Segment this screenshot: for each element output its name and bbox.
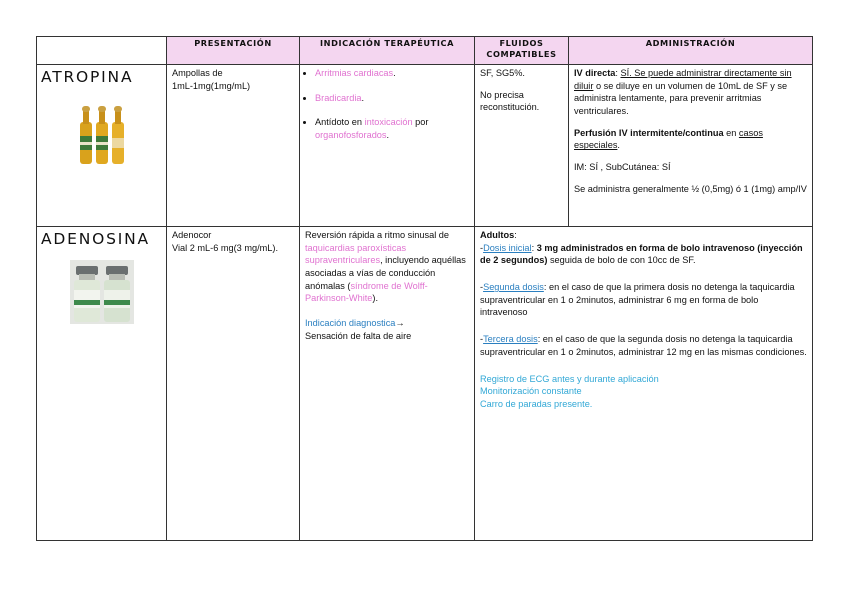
header-indicacion: INDICACIÓN TERAPÉUTICA <box>300 37 475 65</box>
admin-dosis-inicial: -Dosis inicial: 3 mg administrados en forma de bolo intravenoso (inyección de 2 segundos) seguida de bolo de con 10cc de SF. <box>480 242 803 266</box>
admin-note-carro: Carro de paradas presente. <box>480 398 593 409</box>
fluidos-line1: SF, SG5%. <box>480 68 525 78</box>
atropina-name-cell <box>37 65 167 227</box>
admin-tercera-dosis: -Tercera dosis: en el caso de que la segunda dosis no detenga la taquicardia supraventricular en 1 o 2minutos, administrar 12 mg en las mismas condiciones. <box>480 334 807 357</box>
adenosina-diagnostica: Indicación diagnostica→ <box>305 318 405 329</box>
adenosina-presentacion-line1: Adenocor <box>172 230 212 240</box>
admin-perfusion: Perfusión IV intermitente/continua en casos especiales. <box>574 127 763 151</box>
indicacion-item: • Antídoto en intoxicación por organofosforados. <box>315 116 470 141</box>
adenosina-presentacion-line2: Vial 2 mL-6 mg(3 mg/mL). <box>172 242 279 253</box>
admin-dosis: Se administra generalmente ½ (0,5mg) ó 1 (1mg) amp/IV <box>574 183 807 194</box>
fluidos-line2: No precisa reconstitución. <box>480 89 540 113</box>
indicacion-item: • Bradicardia. <box>315 92 470 105</box>
atropina-presentacion <box>167 65 300 227</box>
atropina-indicacion <box>300 65 475 227</box>
adenosina-diagnostica-text: Sensación de falta de aire <box>305 330 412 341</box>
row-adenosina <box>37 227 813 541</box>
drug-name-adenosina: ADENOSINA <box>41 230 150 248</box>
admin-im: IM: SÍ , SubCutánea: SÍ <box>574 162 671 173</box>
adenosina-administracion <box>475 227 813 541</box>
drug-table <box>36 36 813 541</box>
header-administracion: ADMINISTRACIÓN <box>569 37 813 65</box>
header-fluidos: FLUIDOS COMPATIBLES <box>475 37 569 65</box>
atropina-presentacion-line2: 1mL-1mg(1mg/mL) <box>172 80 251 91</box>
drug-name-atropina: ATROPINA <box>41 68 134 86</box>
adenosina-presentacion <box>167 227 300 541</box>
header-empty <box>37 37 167 65</box>
admin-note-ecg: Registro de ECG antes y durante aplicación <box>480 373 659 384</box>
admin-segunda-dosis: -Segunda dosis: en el caso de que la primera dosis no detenga la taquicardia supraventricular en 1 o 2minutos, administrar 6 mg en forma de bolo intravenoso <box>480 282 795 318</box>
admin-iv-directa: IV directa: SÍ. Se puede administrar directamente sin diluir o se diluye en un volumen de 10mL de SF y se administra lentamente, para prevenir arritmias ventriculares. <box>574 68 792 117</box>
atropina-administracion <box>569 65 813 227</box>
adenosina-indicacion-text: Reversión rápida a ritmo sinusal de taquicardias paroxísticas supraventriculares, incluyendo aquéllas asociadas a vías de conducción anómalas (síndrome de Wolff-Parkinson-White). <box>305 230 466 304</box>
row-atropina <box>37 65 813 227</box>
atropina-fluidos <box>475 65 569 227</box>
header-row <box>37 37 813 65</box>
adenosina-name-cell <box>37 227 167 541</box>
admin-adultos: Adultos: <box>480 230 517 240</box>
admin-note-monitor: Monitorización constante <box>480 386 582 397</box>
atropine-ampoules-image <box>76 104 128 168</box>
indicacion-item: • Arritmias cardiacas. <box>315 67 470 80</box>
adenosine-vials-image <box>70 260 134 324</box>
atropina-presentacion-line1: Ampollas de <box>172 68 223 78</box>
header-presentacion: PRESENTACIÓN <box>167 37 300 65</box>
adenosina-indicacion <box>300 227 475 541</box>
